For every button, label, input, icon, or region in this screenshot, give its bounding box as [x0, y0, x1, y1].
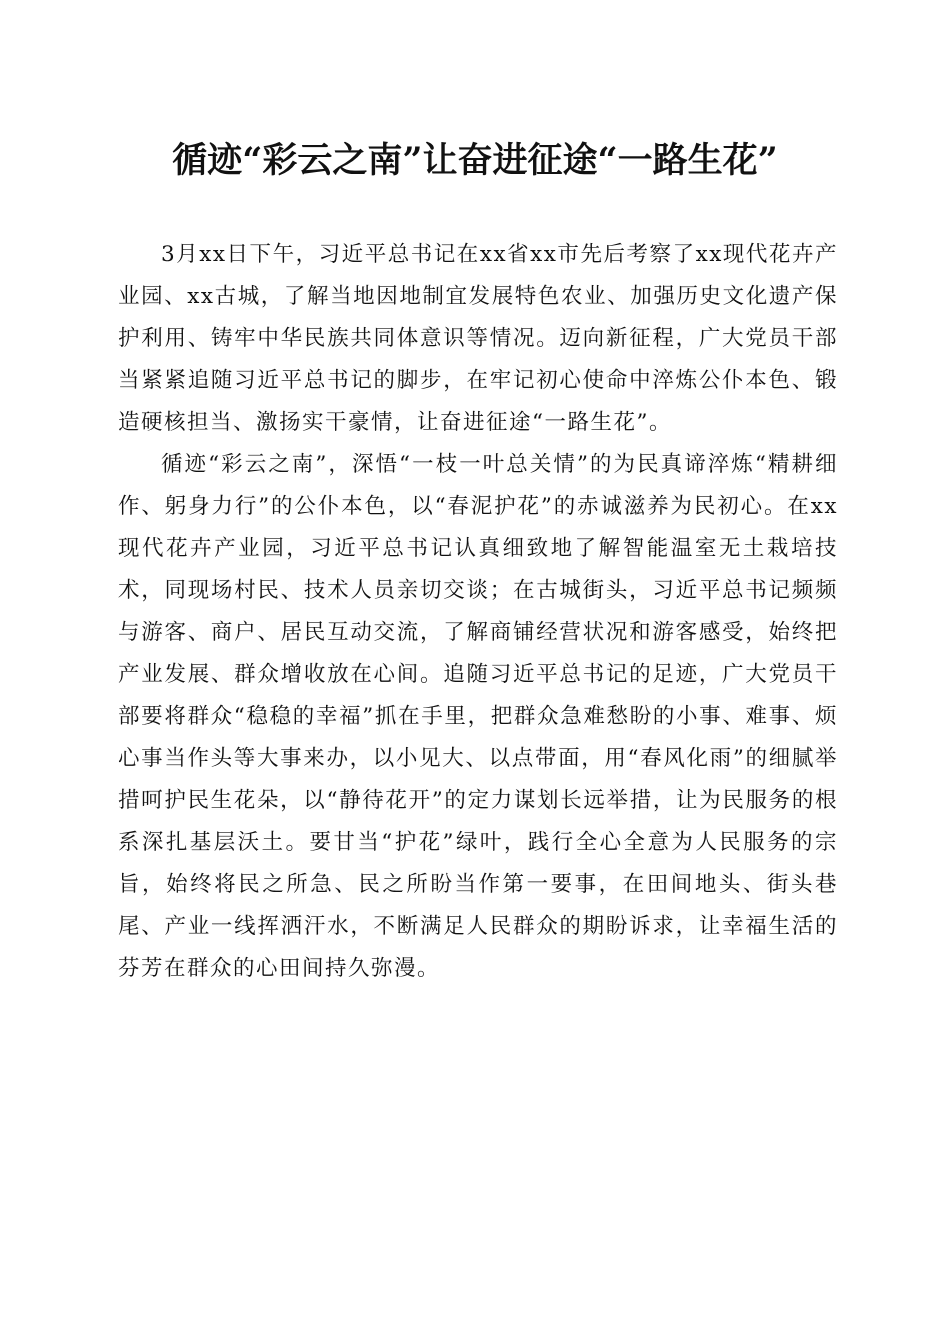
paragraph-2: 循迹“彩云之南”，深悟“一枝一叶总关情”的为民真谛淬炼“精耕细作、躬身力行”的公仆本色，以“春泥护花”的赤诚滋养为民初心。在xx现代花卉产业园，习近平总书记认真细致地了解智能温室无土栽培技术，同现场村民、技术人员亲切交谈；在古城街头，习近平总书记频频与游客、商户、居民互动交流，了解商铺经营状况和游客感受，始终把产业发展、群众增收放在心间。追随习近平总书记的足迹，广大党员干部要将群众“稳稳的幸福”抓在手里，把群众急难愁盼的小事、难事、烦心事当作头等大事来办，以小见大、以点带面，用“春风化雨”的细腻举措呵护民生花朵，以“静待花开”的定力谋划长远举措，让为民服务的根系深扎基层沃土。要甘当“护花”绿叶，践行全心全意为人民服务的宗旨，始终将民之所急、民之所盼当作第一要事，在田间地头、街头巷尾、产业一线挥洒汗水，不断满足人民群众的期盼诉求，让幸福生活的芬芳在群众的心田间持久弥漫。 — [118, 452, 838, 981]
document-title: 循迹“彩云之南”让奋进征途“一路生花” — [172, 140, 778, 181]
document-body — [118, 234, 838, 990]
paragraph-1: 3月xx日下午，习近平总书记在xx省xx市先后考察了xx现代花卉产业园、xx古城，了解当地因地制宜发展特色农业、加强历史文化遗产保护利用、铸牢中华民族共同体意识等情况。迈向新征程，广大党员干部当紧紧追随习近平总书记的脚步，在牢记初心使命中淬炼公仆本色、锻造硬核担当、激扬实干豪情，让奋进征途“一路生花”。 — [118, 242, 838, 435]
